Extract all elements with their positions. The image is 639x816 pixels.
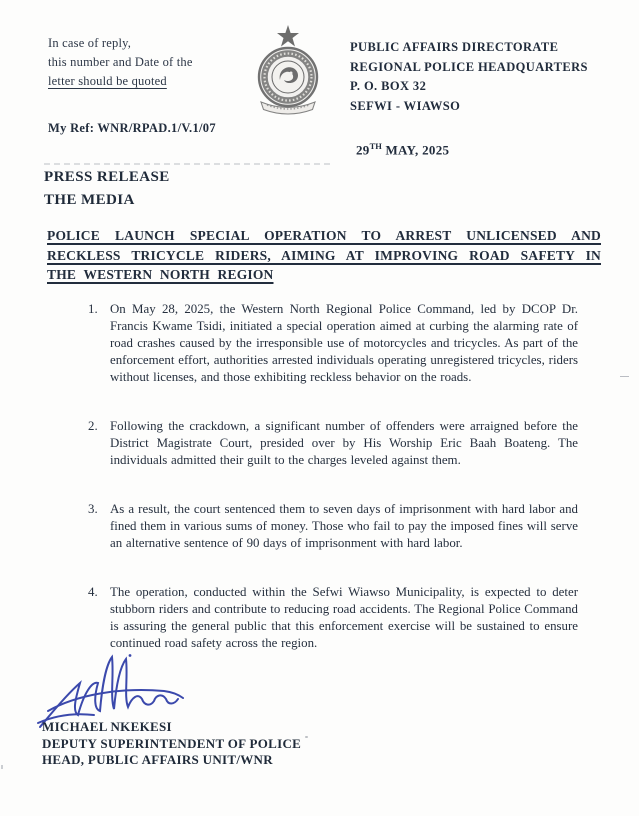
paragraph-text: On May 28, 2025, the Western North Regional Police Command, led by DCOP Dr. Francis Kwame Tsidi, initiated a special operation aimed at curbing the alarming rate of road crashes caused by the irresponsible use of motorcycles and tricycles. As part of the enforcement effort, authorities arrested individuals operating unregistered tricycles, riders without licenses, and those exhibiting reckless behavior on the roads. bbox=[110, 302, 578, 384]
paragraph-text: Following the crackdown, a significant number of offenders were arraigned before the District Magistrate Court, presided over by His Worship Eric Baah Boateng. The individuals admitted their guilt to the charges leveled against them. bbox=[110, 419, 578, 467]
release-headings bbox=[44, 166, 170, 211]
scan-artifact-dashes bbox=[44, 163, 330, 165]
paragraph-number: 1. bbox=[88, 302, 98, 316]
reply-note-line-1: In case of reply, bbox=[48, 36, 132, 50]
paragraph-text: The operation, conducted within the Sefwi Wiawso Municipality, is expected to deter stubborn riders and contribute to reducing road accidents. The Regional Police Command is assuring the general public that this enforcement exercise will be sustained to ensure continued road safety across the region. bbox=[110, 585, 578, 650]
paragraph-text: As a result, the court sentenced them to seven days of imprisonment with hard labor and fined them in various sums of money. Those who fail to pay the imposed fines will serve an alternative sentence of 90 days of imprisonment with hard labor. bbox=[110, 502, 578, 550]
reply-note bbox=[48, 34, 258, 91]
signatory-unit: HEAD, PUBLIC AFFAIRS UNIT/WNR bbox=[42, 752, 273, 767]
letterhead-directorate bbox=[350, 38, 610, 116]
letterhead-line-2: REGIONAL POLICE HEADQUARTERS bbox=[350, 59, 588, 74]
date-day: 29 bbox=[356, 142, 370, 158]
letterhead-line-4: SEFWI - WIAWSO bbox=[350, 98, 461, 113]
reference-number: My Ref: WNR/RPAD.1/V.1/07 bbox=[48, 121, 216, 135]
paragraph-number: 4. bbox=[88, 585, 98, 599]
body-paragraph-4 bbox=[88, 584, 578, 652]
signatory-block bbox=[42, 719, 301, 769]
scan-artifact-tick bbox=[620, 376, 629, 377]
reply-note-line-2: this number and Date of the bbox=[48, 55, 193, 69]
scan-artifact-speck bbox=[1, 765, 3, 769]
date-ordinal-suffix: TH bbox=[369, 141, 382, 151]
date-month-year: MAY, 2025 bbox=[381, 142, 450, 158]
paragraph-number: 3. bbox=[88, 502, 98, 516]
letterhead-line-1: PUBLIC AFFAIRS DIRECTORATE bbox=[350, 40, 559, 54]
press-release-heading: PRESS RELEASE bbox=[44, 169, 170, 185]
headline: POLICE LAUNCH SPECIAL OPERATION TO ARREST UNLICENSED AND RECKLESS TRICYCLE RIDERS, AIMING AT IMPROVING ROAD SAFETY IN THE WESTERN NORTH REGION bbox=[47, 228, 601, 282]
document-date bbox=[356, 141, 449, 158]
reply-note-line-3: letter should be quoted bbox=[48, 74, 167, 88]
body-paragraph-2 bbox=[88, 418, 578, 469]
letterhead-line-3: P. O. BOX 32 bbox=[350, 79, 427, 93]
signatory-name: MICHAEL NKEKESI bbox=[42, 719, 172, 734]
signatory-rank: DEPUTY SUPERINTENDENT OF POLICE bbox=[42, 735, 302, 751]
media-heading: THE MEDIA bbox=[44, 191, 135, 208]
ghana-police-crest-icon bbox=[241, 24, 335, 116]
body-paragraph-3 bbox=[88, 501, 578, 552]
press-body bbox=[88, 301, 578, 684]
paragraph-number: 2. bbox=[88, 419, 98, 433]
body-paragraph-1 bbox=[88, 301, 578, 386]
scan-artifact-speck bbox=[305, 736, 308, 738]
